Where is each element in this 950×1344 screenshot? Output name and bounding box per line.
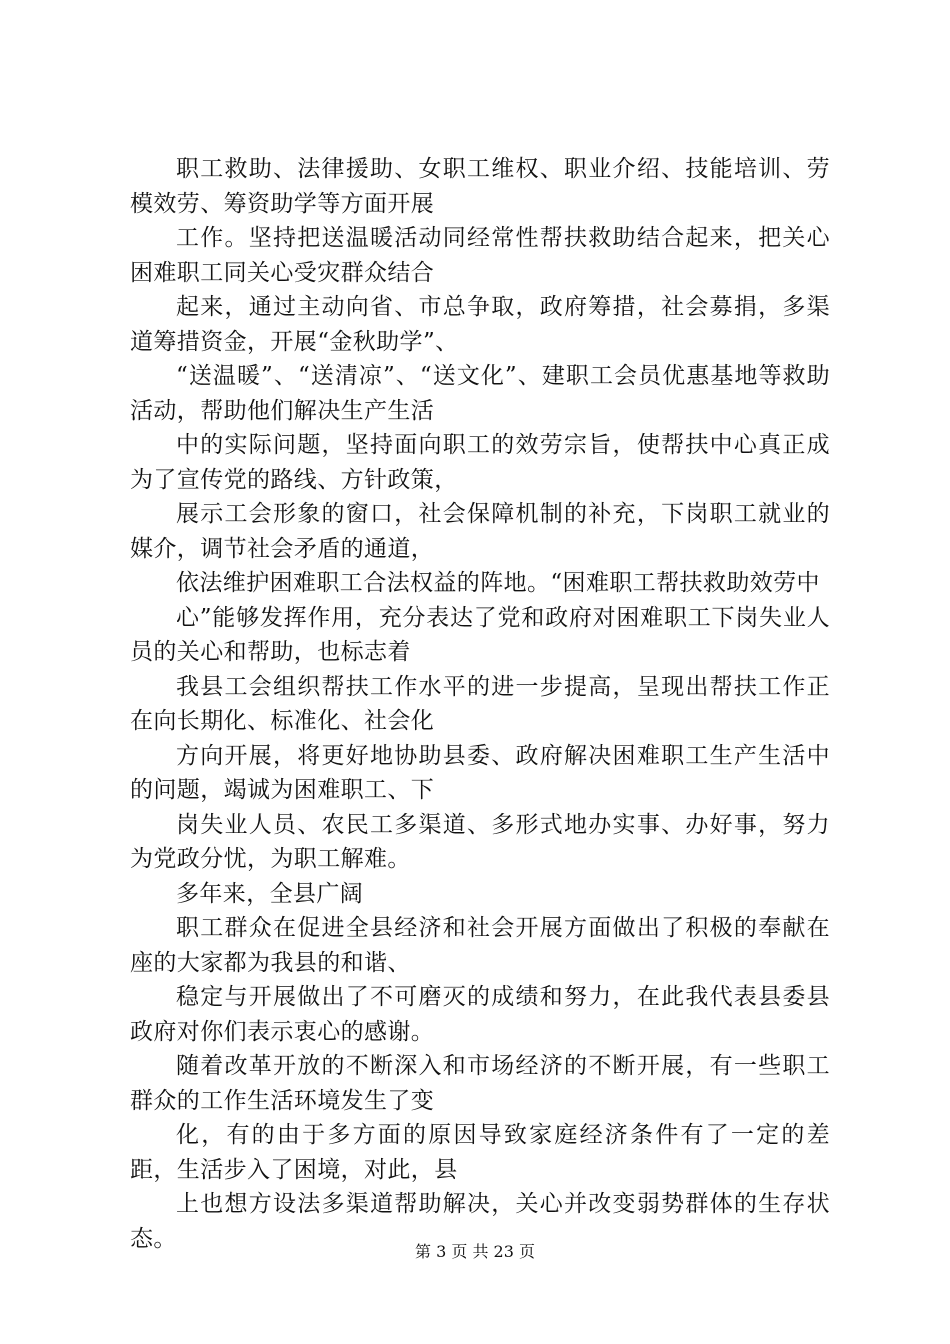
paragraph: 多年来，全县广阔 (176, 880, 364, 907)
paragraph: 我县工会组织帮扶工作水平的进一步提高，呈现出帮扶工作正在向长期化、标准化、社会化 (130, 673, 830, 734)
paragraph: 稳定与开展做出了不可磨灭的成绩和努力，在此我代表县委县政府对你们表示衷心的感谢。 (130, 984, 830, 1045)
paragraph: 职工群众在促进全县经济和社会开展方面做出了积极的奉献在座的大家都为我县的和谐、 (130, 915, 830, 976)
paragraph: 中的实际问题，坚持面向职工的效劳宗旨，使帮扶中心真正成为了宣传党的路线、方针政策， (130, 432, 830, 493)
paragraph: 起来，通过主动向省、市总争取，政府筹措，社会募捐，多渠道筹措资金，开展“金秋助学”、 (130, 294, 830, 355)
paragraph: 随着改革开放的不断深入和市场经济的不断开展，有一些职工群众的工作生活环境发生了变 (130, 1053, 830, 1114)
paragraph: 依法维护困难职工合法权益的阵地。“困难职工帮扶救助效劳中 (176, 570, 820, 596)
paragraph: 心”能够发挥作用，充分表达了党和政府对困难职工下岗失业人员的关心和帮助，也标志着 (130, 604, 830, 665)
paragraph: 化，有的由于多方面的原因导致家庭经济条件有了一定的差距，生活步入了困境，对此，县 (130, 1122, 830, 1183)
body-text (130, 152, 830, 1256)
paragraph: 展示工会形象的窗口，社会保障机制的补充，下岗职工就业的媒介，调节社会矛盾的通道， (130, 501, 830, 562)
paragraph: 工作。坚持把送温暖活动同经常性帮扶救助结合起来，把关心困难职工同关心受灾群众结合 (130, 225, 830, 286)
paragraph: 方向开展，将更好地协助县委、政府解决困难职工生产生活中的问题，竭诚为困难职工、下 (130, 742, 830, 803)
page-number-footer: 第 3 页 共 23 页 (415, 1242, 535, 1261)
paragraph: 岗失业人员、农民工多渠道、多形式地办实事、办好事，努力为党政分忧，为职工解难。 (130, 811, 830, 872)
paragraph: “送温暖”、“送清凉”、“送文化”、建职工会员优惠基地等救助活动，帮助他们解决生产生活 (130, 363, 830, 424)
paragraph: 职工救助、法律援助、女职工维权、职业介绍、技能培训、劳模效劳、筹资助学等方面开展 (130, 156, 830, 217)
paragraph: 上也想方设法多渠道帮助解决，关心并改变弱势群体的生存状态。 (130, 1191, 830, 1252)
